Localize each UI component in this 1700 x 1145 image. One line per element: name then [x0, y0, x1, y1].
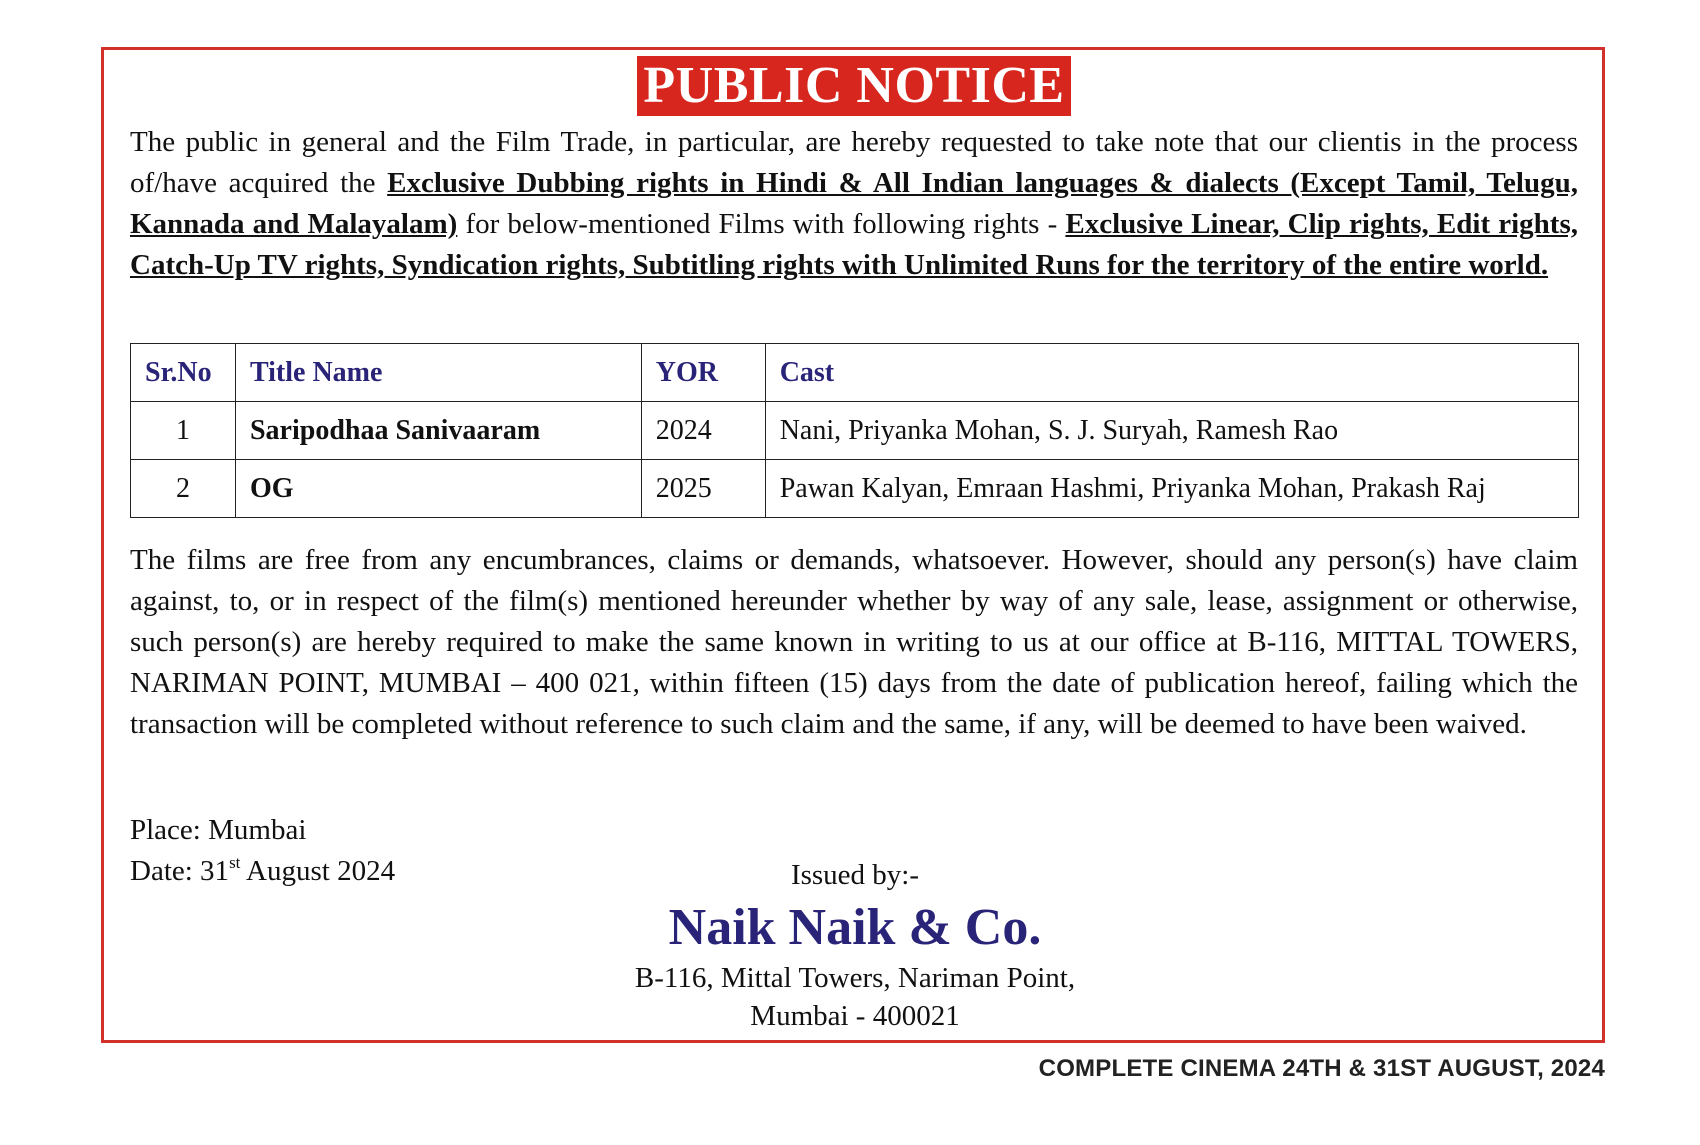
cell-yor: 2025	[641, 460, 765, 518]
cell-sr-no: 2	[131, 460, 236, 518]
cell-title: OG	[235, 460, 641, 518]
films-table	[130, 343, 1579, 518]
claim-paragraph: The films are free from any encumbrances, claims or demands, whatsoever. However, should any person(s) have claim against, to, or in respect of the film(s) mentioned hereunder whether by way of any sale, lease, assignment or otherwise, such person(s) are hereby required to make the same known in writing to us at our office at B-116, MITTAL TOWERS, NARIMAN POINT, MUMBAI – 400 021, within fifteen (15) days from the date of publication hereof, failing which the transaction will be completed without reference to such claim and the same, if any, will be deemed to have been waived.	[130, 544, 1578, 740]
intro-mid-text: for below-mentioned Films with following rights -	[457, 208, 1066, 240]
notice-title: PUBLIC NOTICE	[637, 56, 1071, 116]
header-sr-no: Sr.No	[131, 344, 236, 402]
header-yor: YOR	[641, 344, 765, 402]
cell-yor: 2024	[641, 402, 765, 460]
header-title-name: Title Name	[235, 344, 641, 402]
publication-footer: COMPLETE CINEMA 24TH & 31ST AUGUST, 2024	[1038, 1055, 1605, 1082]
rights-list-text: Exclusive Linear, Clip rights, Edit rights, Catch-Up TV rights, Syndication rights, Subtitling rights with Unlimited Runs for the territory of the entire world.	[130, 208, 1579, 281]
table-row	[131, 402, 1579, 460]
table-row	[131, 460, 1579, 518]
date-ordinal: st	[229, 853, 241, 872]
table-header-row	[131, 344, 1579, 402]
issuer-name: Naik Naik & Co.	[668, 899, 1042, 956]
place-line: Place: Mumbai	[130, 814, 307, 846]
intro-paragraph	[130, 122, 1578, 286]
cell-title: Saripodhaa Sanivaaram	[235, 402, 641, 460]
dubbing-rights-text: Exclusive Dubbing rights in Hindi & All Indian languages & dialects (Except Tamil, Telugu, Kannada and Malayalam)	[130, 167, 1578, 240]
date-line	[130, 851, 395, 892]
issuer-address-line-2: Mumbai - 400021	[750, 1000, 960, 1032]
intro-text: The public in general and the Film Trade, in particular, are hereby requested to take note that our clientis in the process of/have acquired the	[130, 126, 1578, 199]
cell-cast: Nani, Priyanka Mohan, S. J. Suryah, Ramesh Rao	[765, 402, 1578, 460]
header-cast: Cast	[765, 344, 1578, 402]
issuer-block	[555, 855, 1155, 1035]
cell-cast: Pawan Kalyan, Emraan Hashmi, Priyanka Mohan, Prakash Raj	[765, 460, 1578, 518]
issued-by-label: Issued by:-	[790, 859, 920, 891]
date-rest: August 2024	[240, 855, 396, 887]
cell-sr-no: 1	[131, 402, 236, 460]
issuer-address-line-1: B-116, Mittal Towers, Nariman Point,	[634, 962, 1076, 994]
date-prefix: Date: 31	[130, 855, 230, 887]
